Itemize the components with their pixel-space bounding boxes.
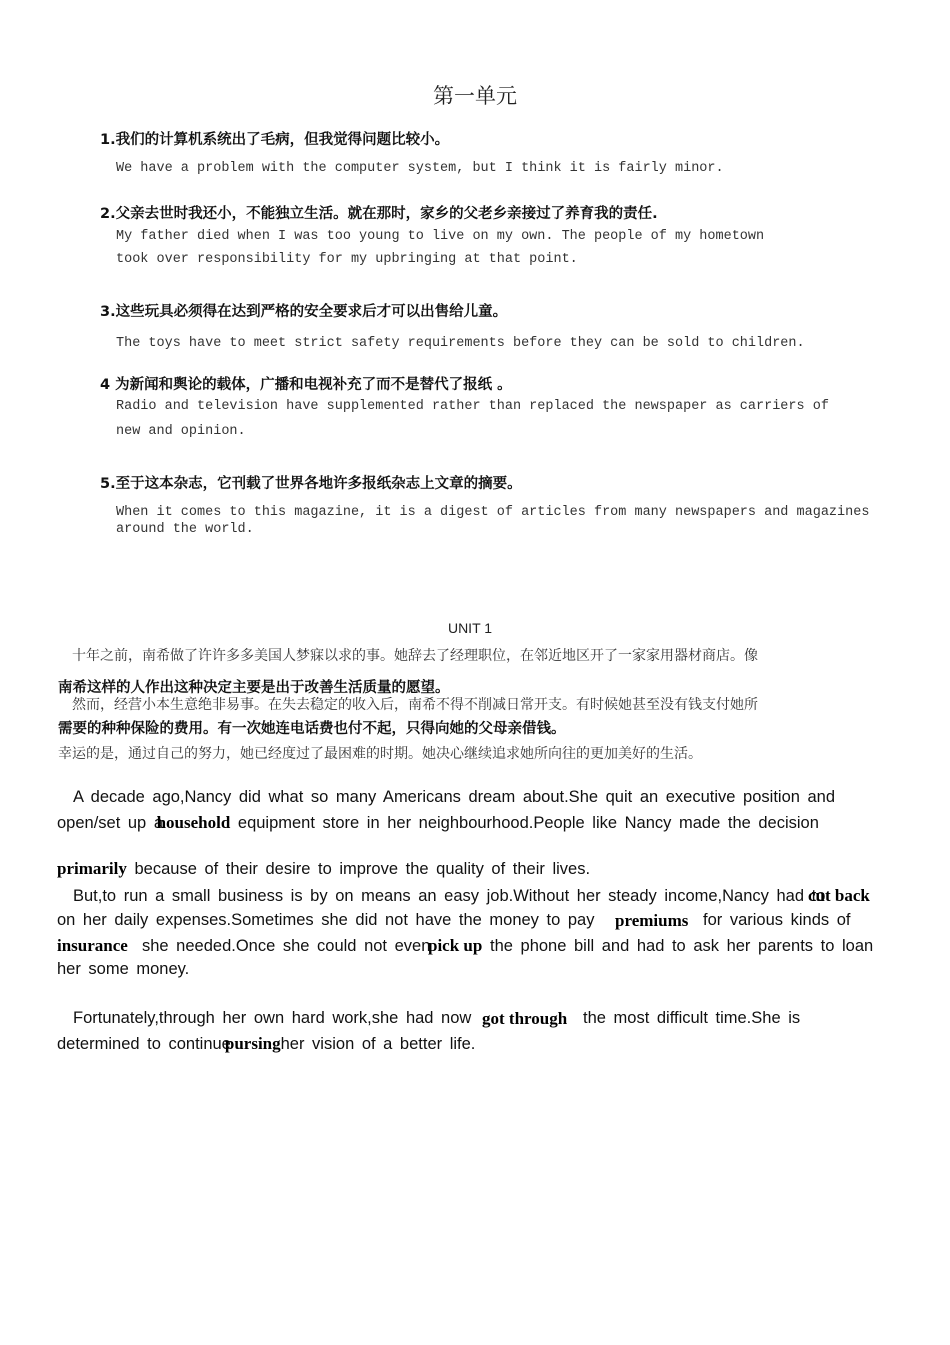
sentence-3-english: The toys have to meet strict safety requirements before they can be sold to children. (116, 336, 805, 351)
chinese-passage-line-5: 幸运的是，通过自己的努力，她已经度过了最困难的时期。她决心继续追求她所向往的更加美好的生活。 (58, 746, 702, 762)
page-title: 第一单元 (433, 84, 517, 108)
english-p2-line-4: her some money. (57, 960, 190, 978)
keyword-pursing: pursing (224, 1034, 281, 1053)
english-p2-line-1: But,to run a small business is by on means an easy job.Without her steady income,Nancy had to (73, 887, 826, 905)
chinese-passage-line-3: 然而，经营小本生意绝非易事。在失去稳定的收入后，南希不得不削减日常开支。有时候她甚至没有钱支付她所 (72, 697, 758, 713)
chinese-passage-line-4: 需要的种种保险的费用。有一次她连电话费也付不起，只得向她的父母亲借钱。 (58, 721, 566, 737)
english-p2-line-3-mid: she needed.Once she could not even (142, 937, 431, 955)
english-p3-line-2-end: her vision of a better life. (280, 1035, 476, 1053)
keyword-premiums: premiums (615, 911, 689, 930)
keyword-household: household (156, 813, 231, 832)
english-p3-line-1: Fortunately,through her own hard work,she had now (73, 1009, 472, 1027)
unit-heading: UNIT 1 (447, 620, 493, 636)
sentence-3-chinese: 3.这些玩具必须得在达到严格的安全要求后才可以出售给儿童。 (100, 304, 508, 320)
sentence-5-english-line-1: When it comes to this magazine, it is a digest of articles from many newspapers and magazines (116, 505, 870, 520)
english-p1-line-2-start: open/set up a (57, 814, 163, 832)
english-p1-line-2 (57, 813, 819, 833)
sentence-1-chinese: 1.我们的计算机系统出了毛病，但我觉得问题比较小。 (100, 132, 450, 148)
sentence-1-english: We have a problem with the computer system, but I think it is fairly minor. (116, 161, 724, 176)
english-p2-line-3-end: the phone bill and had to ask her parents to loan (490, 937, 874, 955)
sentence-2-english-line-2: took over responsibility for my upbringing at that point. (116, 252, 578, 267)
keyword-pick-up: pick up (428, 936, 483, 955)
english-p1-line-3-end: because of their desire to improve the quality of their lives. (134, 860, 591, 878)
sentence-4-english-line-1: Radio and television have supplemented rather than replaced the newspaper as carriers of (116, 399, 829, 414)
english-p1-line-3 (57, 859, 590, 879)
keyword-insurance: insurance (57, 936, 128, 955)
sentence-2-english-line-1: My father died when I was too young to live on my own. The people of my hometown (116, 229, 765, 244)
keyword-primarily: primarily (57, 859, 127, 878)
chinese-passage-line-1: 十年之前，南希做了许许多多美国人梦寐以求的事。她辞去了经理职位，在邻近地区开了一家家用器材商店。像 (72, 648, 758, 664)
sentence-5-english-line-2: around the world. (116, 522, 254, 537)
english-p2-line-2: on her daily expenses.Sometimes she did not have the money to pay (57, 911, 595, 929)
english-p3-line-2 (57, 1034, 475, 1054)
english-p2-line-2-end: for various kinds of (703, 911, 851, 929)
sentence-2-chinese: 2.父亲去世时我还小，不能独立生活。就在那时，家乡的父老乡亲接过了养育我的责任. (100, 206, 658, 222)
english-p3-line-1-end: the most difficult time.She is (583, 1009, 801, 1027)
english-p3-line-2-start: determined to continue (57, 1035, 231, 1053)
keyword-got-through: got through (482, 1009, 568, 1028)
keyword-cut-back: cut back (808, 886, 870, 905)
sentence-4-english-line-2: new and opinion. (116, 424, 246, 439)
english-p1-line-2-end: equipment store in her neighbourhood.People like Nancy made the decision (237, 814, 819, 832)
english-p1-line-1: A decade ago,Nancy did what so many Americans dream about.She quit an executive position and (73, 788, 836, 806)
sentence-5-chinese: 5.至于这本杂志，它刊载了世界各地许多报纸杂志上文章的摘要。 (100, 476, 522, 492)
chinese-passage-line-2: 南希这样的人作出这种决定主要是出于改善生活质量的愿望。 (58, 680, 450, 696)
sentence-4-chinese: 4 为新闻和舆论的载体，广播和电视补充了而不是替代了报纸 。 (100, 377, 512, 393)
